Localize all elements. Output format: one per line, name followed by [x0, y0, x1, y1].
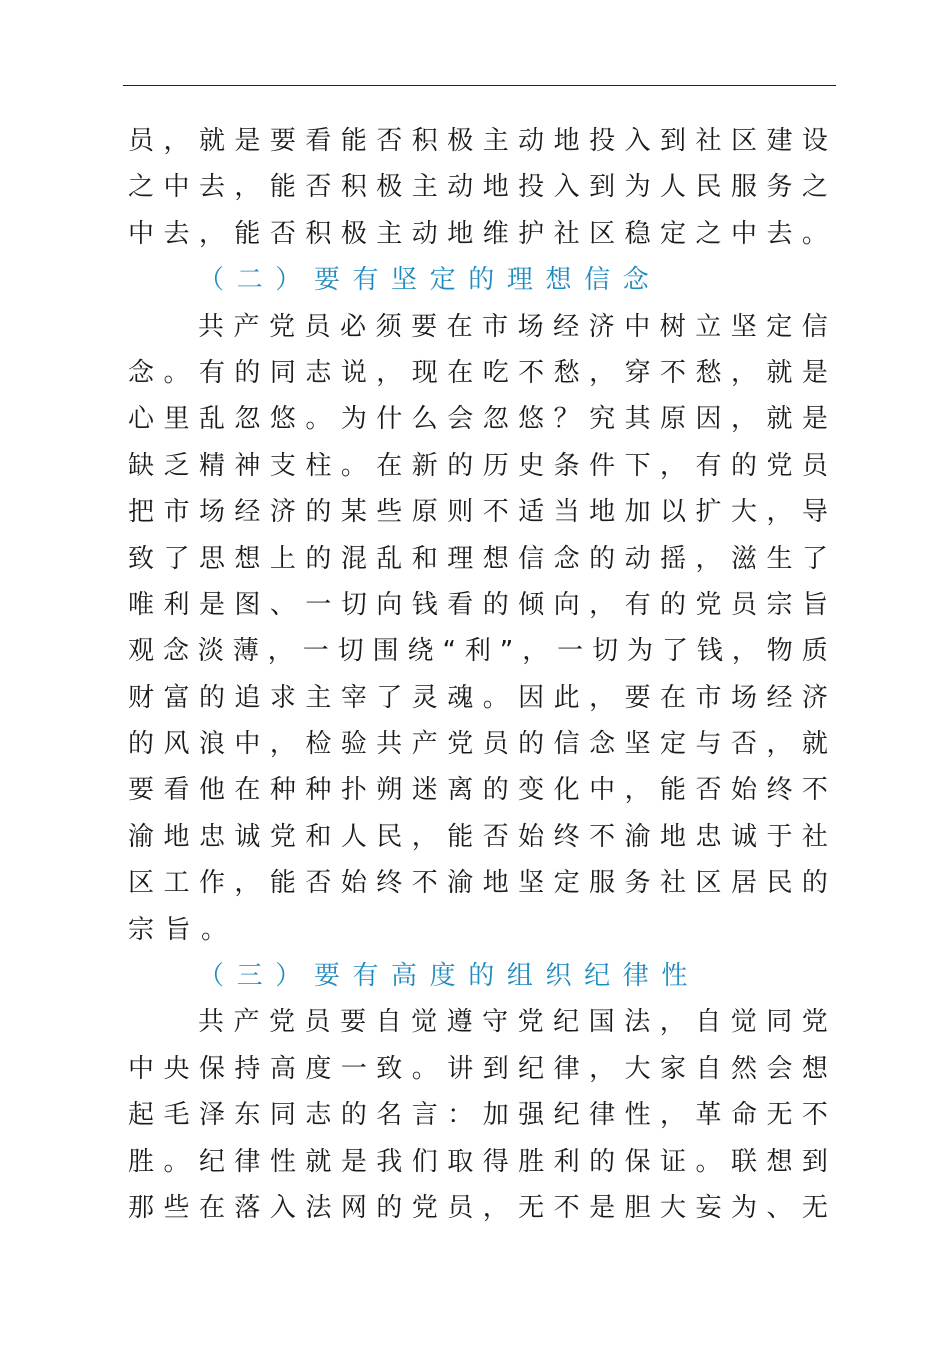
header-rule — [123, 85, 836, 86]
text-line: 胜 。 纪 律 性 就 是 我 们 取 得 胜 利 的 保 证 。 联 想 到 — [128, 1146, 828, 1177]
text-line: 之 中 去 ， 能 否 积 极 主 动 地 投 入 到 为 人 民 服 务 之 — [128, 172, 828, 203]
text-line: 念 。 有 的 同 志 说 ， 现 在 吃 不 愁 ， 穿 不 愁 ， 就 是 — [128, 357, 828, 388]
section-heading: （ 二 ） 要 有 坚 定 的 理 想 信 念 — [198, 265, 649, 296]
text-line: 缺 乏 精 神 支 柱 。 在 新 的 历 史 条 件 下 ， 有 的 党 员 — [128, 450, 828, 481]
text-line: 财 富 的 追 求 主 宰 了 灵 魂 。 因 此 ， 要 在 市 场 经 济 — [128, 682, 828, 713]
text-line: 渝 地 忠 诚 党 和 人 民 ， 能 否 始 终 不 渝 地 忠 诚 于 社 — [128, 821, 828, 852]
paragraph-first-line: 共 产 党 员 要 自 觉 遵 守 党 纪 国 法 ， 自 觉 同 党 — [198, 1007, 828, 1038]
document-body — [128, 118, 828, 1231]
text-line: 中 央 保 持 高 度 一 致 。 讲 到 纪 律 ， 大 家 自 然 会 想 — [128, 1053, 828, 1084]
text-line: 要 看 他 在 种 种 扑 朔 迷 离 的 变 化 中 ， 能 否 始 终 不 — [128, 775, 828, 806]
section-heading: （ 三 ） 要 有 高 度 的 组 织 纪 律 性 — [198, 961, 688, 992]
text-line: 观 念 淡 薄 ， 一 切 围 绕 “ 利 ” ， 一 切 为 了 钱 ， 物 质 — [128, 636, 828, 667]
text-line: 把 市 场 经 济 的 某 些 原 则 不 适 当 地 加 以 扩 大 ， 导 — [128, 497, 828, 528]
text-line: 唯 利 是 图 、 一 切 向 钱 看 的 倾 向 ， 有 的 党 员 宗 旨 — [128, 589, 828, 620]
text-line: 员 ， 就 是 要 看 能 否 积 极 主 动 地 投 入 到 社 区 建 设 — [128, 126, 828, 156]
paragraph-first-line: 共 产 党 员 必 须 要 在 市 场 经 济 中 树 立 坚 定 信 — [198, 311, 828, 342]
text-line: 心 里 乱 忽 悠 。 为 什 么 会 忽 悠 ？ 究 其 原 因 ， 就 是 — [128, 404, 828, 435]
text-line: 起 毛 泽 东 同 志 的 名 言 ： 加 强 纪 律 性 ， 革 命 无 不 — [128, 1100, 828, 1131]
text-line: 的 风 浪 中 ， 检 验 共 产 党 员 的 信 念 坚 定 与 否 ， 就 — [128, 729, 828, 760]
text-line: 那 些 在 落 入 法 网 的 党 员 ， 无 不 是 胆 大 妄 为 、 无 — [128, 1192, 828, 1223]
paragraph-last-line: 宗 旨 。 — [128, 914, 228, 945]
text-line: 致 了 思 想 上 的 混 乱 和 理 想 信 念 的 动 摇 ， 滋 生 了 — [128, 543, 828, 574]
text-line: 区 工 作 ， 能 否 始 终 不 渝 地 坚 定 服 务 社 区 居 民 的 — [128, 868, 828, 899]
text-line: 中 去 ， 能 否 积 极 主 动 地 维 护 社 区 稳 定 之 中 去 。 — [128, 218, 828, 249]
